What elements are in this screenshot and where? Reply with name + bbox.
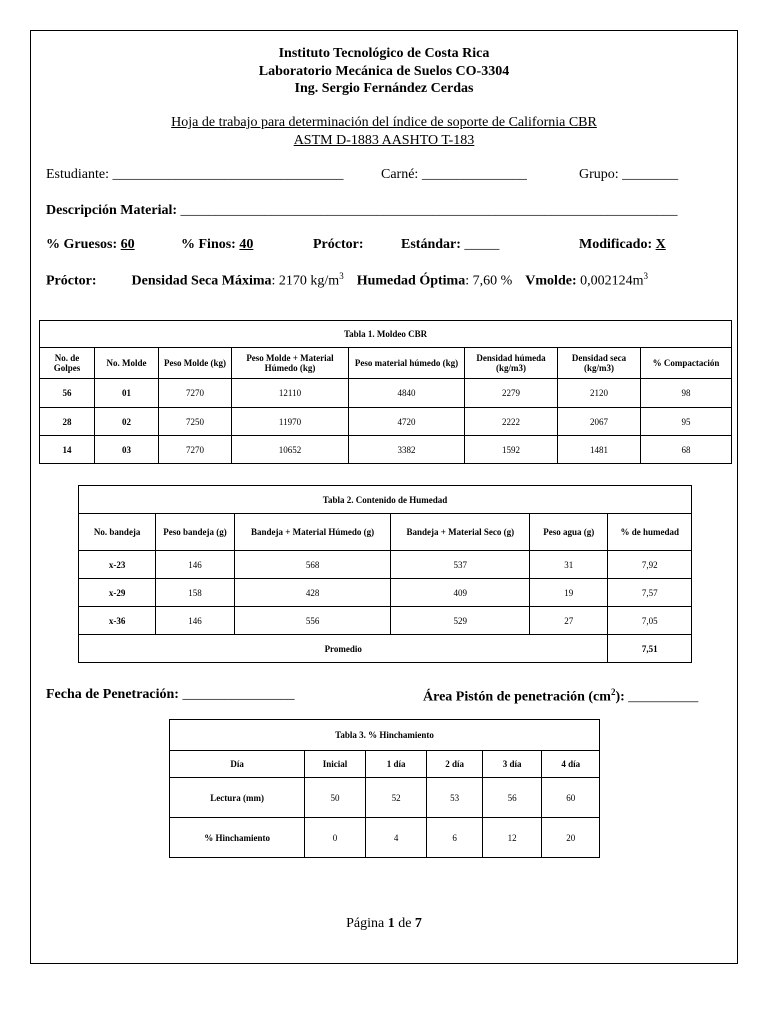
table2-header: Bandeja + Material Húmedo (g) xyxy=(234,514,391,551)
table2-header: Bandeja + Material Seco (g) xyxy=(391,514,530,551)
table1-header: Peso Molde (kg) xyxy=(159,348,232,379)
table3-title: Tabla 3. % Hinchamiento xyxy=(170,720,600,751)
instructor-name: Ing. Sergio Fernández Cerdas xyxy=(294,81,474,96)
table1-cell: 1481 xyxy=(558,436,641,464)
estandar-label: Estándar: xyxy=(401,237,461,252)
gruesos-label: % Gruesos: xyxy=(46,237,118,252)
estudiante-field[interactable] xyxy=(46,167,344,183)
table1-cell: 3382 xyxy=(349,436,465,464)
carne-field[interactable] xyxy=(381,167,527,183)
fecha-penetracion-field[interactable] xyxy=(46,687,294,703)
humedad-label: Humedad Óptima xyxy=(356,273,466,289)
area-blank[interactable]: __________ xyxy=(628,689,699,705)
table1-cell: 56 xyxy=(40,379,95,408)
table3-header: 3 día xyxy=(482,751,542,778)
grupo-field[interactable] xyxy=(579,167,678,183)
table1-cell: 7270 xyxy=(159,379,232,408)
carne-label: Carné: xyxy=(381,167,419,182)
table3-cell: 60 xyxy=(542,778,600,818)
table3-header: Día xyxy=(170,751,305,778)
finos-value: 40 xyxy=(239,237,254,252)
material-description-field[interactable] xyxy=(46,203,678,219)
lab-name: Laboratorio Mecánica de Suelos CO-3304 xyxy=(258,64,510,79)
table1-cell: 4840 xyxy=(349,379,465,408)
table-row xyxy=(40,436,732,464)
estandar-field[interactable] xyxy=(401,237,499,253)
finos-label: % Finos: xyxy=(181,237,236,252)
table3-title-row xyxy=(170,720,600,751)
table2-cell: 31 xyxy=(530,551,608,579)
table1-cell: 7270 xyxy=(159,436,232,464)
table3-header: Inicial xyxy=(305,751,366,778)
table1-header: Densidad húmeda (kg/m3) xyxy=(465,348,558,379)
vmolde-label: Vmolde: xyxy=(525,273,577,289)
table1-cell: 12110 xyxy=(232,379,349,408)
proctor-values-line xyxy=(46,271,648,290)
table1-title-row xyxy=(40,321,732,348)
table3-cell: 52 xyxy=(365,778,427,818)
grupo-label: Grupo: xyxy=(579,167,619,182)
table2-cell: 7,57 xyxy=(608,579,692,607)
area-label: Área Pistón de penetración (cm xyxy=(423,689,611,705)
table3-header: 1 día xyxy=(365,751,427,778)
table1-cell: 10652 xyxy=(232,436,349,464)
table3-cell: 20 xyxy=(542,818,600,858)
densidad-value: : 2170 kg/m xyxy=(271,273,340,289)
table2-cell: 529 xyxy=(391,607,530,635)
area-piston-field[interactable] xyxy=(423,687,698,706)
table2-cell: 409 xyxy=(391,579,530,607)
worksheet-title: Hoja de trabajo para determinación del índice de soporte de California CBR xyxy=(171,115,597,130)
standard-reference: ASTM D-1883 AASHTO T-183 xyxy=(293,133,475,148)
table2-header-row xyxy=(79,514,692,551)
table1-cell: 03 xyxy=(95,436,159,464)
table2-cell: x-36 xyxy=(79,607,156,635)
modificado-value: X xyxy=(655,237,666,252)
table3-cell: Lectura (mm) xyxy=(170,778,305,818)
finos-field xyxy=(181,237,253,253)
table-row xyxy=(79,607,692,635)
table2-cell: x-23 xyxy=(79,551,156,579)
table2-cell: 556 xyxy=(234,607,391,635)
estudiante-label: Estudiante: xyxy=(46,167,109,182)
worksheet-page xyxy=(30,30,738,964)
table2-title-row xyxy=(79,486,692,514)
table1-header: Peso Molde + Material Húmedo (kg) xyxy=(232,348,349,379)
pagina-label: Página xyxy=(346,916,385,931)
vmolde-unit-exponent: 3 xyxy=(643,271,648,281)
table2-header: No. bandeja xyxy=(79,514,156,551)
humedad-value: : 7,60 % xyxy=(465,273,513,289)
table1-cell: 2279 xyxy=(465,379,558,408)
table3-cell: 56 xyxy=(482,778,542,818)
table2-cell: 428 xyxy=(234,579,391,607)
proctor-label: Próctor: xyxy=(46,273,97,289)
table1-cell: 7250 xyxy=(159,408,232,436)
table3-cell: 6 xyxy=(427,818,483,858)
table2-cell: 158 xyxy=(156,579,234,607)
gruesos-value: 60 xyxy=(120,237,135,252)
total-pages: 7 xyxy=(414,916,422,931)
promedio-value: 7,51 xyxy=(608,635,692,663)
table2-cell: 568 xyxy=(234,551,391,579)
modificado-field xyxy=(579,237,666,253)
table3-cell: 53 xyxy=(427,778,483,818)
table3-cell: 0 xyxy=(305,818,366,858)
table2-cell: 146 xyxy=(156,607,234,635)
table1-header: No. Molde xyxy=(95,348,159,379)
estandar-blank[interactable]: _____ xyxy=(464,237,500,252)
table1-cell: 4720 xyxy=(349,408,465,436)
table1-cell: 2222 xyxy=(465,408,558,436)
material-label: Descripción Material: xyxy=(46,203,178,218)
table1-cell: 14 xyxy=(40,436,95,464)
fecha-blank[interactable]: ________________ xyxy=(182,687,295,702)
table1-header: % Compactación xyxy=(641,348,732,379)
table2-header: Peso agua (g) xyxy=(530,514,608,551)
table-row xyxy=(170,778,600,818)
table2-cell: x-29 xyxy=(79,579,156,607)
table2-cell: 537 xyxy=(391,551,530,579)
vmolde-value: 0,002124m xyxy=(576,273,644,289)
table1-cell: 68 xyxy=(641,436,732,464)
table-row xyxy=(79,551,692,579)
proctor-type-label: Próctor: xyxy=(313,237,364,252)
table-contenido-humedad xyxy=(78,485,692,663)
table3-header: 4 día xyxy=(542,751,600,778)
table2-cell: 27 xyxy=(530,607,608,635)
area-close: ): xyxy=(615,689,625,705)
table1-cell: 01 xyxy=(95,379,159,408)
table3-header: 2 día xyxy=(427,751,483,778)
carne-blank[interactable]: _______________ xyxy=(421,167,527,182)
page-number xyxy=(31,916,737,932)
table2-cell: 7,05 xyxy=(608,607,692,635)
material-blank[interactable]: _______________________________________________________________________ xyxy=(180,203,678,218)
densidad-label: Densidad Seca Máxima xyxy=(131,273,272,289)
table2-promedio-row xyxy=(79,635,692,663)
table2-cell: 146 xyxy=(156,551,234,579)
table2-cell: 7,92 xyxy=(608,551,692,579)
table-row xyxy=(79,579,692,607)
table-row xyxy=(40,379,732,408)
promedio-label: Promedio xyxy=(79,635,608,663)
table1-header: No. de Golpes xyxy=(40,348,95,379)
estudiante-blank[interactable]: _________________________________ xyxy=(112,167,344,182)
grupo-blank[interactable]: ________ xyxy=(622,167,679,182)
table3-cell: 50 xyxy=(305,778,366,818)
table1-cell: 2067 xyxy=(558,408,641,436)
densidad-unit-exponent: 3 xyxy=(339,271,344,281)
table1-header-row xyxy=(40,348,732,379)
table1-cell: 2120 xyxy=(558,379,641,408)
table1-cell: 02 xyxy=(95,408,159,436)
table2-header: % de humedad xyxy=(608,514,692,551)
gruesos-field xyxy=(46,237,135,253)
table-hinchamiento xyxy=(169,719,600,858)
table-row xyxy=(170,818,600,858)
table1-cell: 11970 xyxy=(232,408,349,436)
table3-cell: 12 xyxy=(482,818,542,858)
table1-cell: 95 xyxy=(641,408,732,436)
de-label: de xyxy=(398,916,412,931)
table2-header: Peso bandeja (g) xyxy=(156,514,234,551)
table2-cell: 19 xyxy=(530,579,608,607)
table3-header-row xyxy=(170,751,600,778)
table-row xyxy=(40,408,732,436)
table1-cell: 1592 xyxy=(465,436,558,464)
institution-name: Instituto Tecnológico de Costa Rica xyxy=(278,46,490,61)
current-page: 1 xyxy=(387,916,395,931)
table-moldeo-cbr xyxy=(39,320,732,464)
table2-title: Tabla 2. Contenido de Humedad xyxy=(79,486,692,514)
fecha-label: Fecha de Penetración: xyxy=(46,687,179,702)
table1-cell: 28 xyxy=(40,408,95,436)
table3-cell: % Hinchamiento xyxy=(170,818,305,858)
modificado-label: Modificado: xyxy=(579,237,653,252)
area-unit-exponent: 2 xyxy=(610,687,616,697)
table3-cell: 4 xyxy=(365,818,427,858)
table1-header: Densidad seca (kg/m3) xyxy=(558,348,641,379)
table1-cell: 98 xyxy=(641,379,732,408)
table1-header: Peso material húmedo (kg) xyxy=(349,348,465,379)
table1-title: Tabla 1. Moldeo CBR xyxy=(40,321,732,348)
